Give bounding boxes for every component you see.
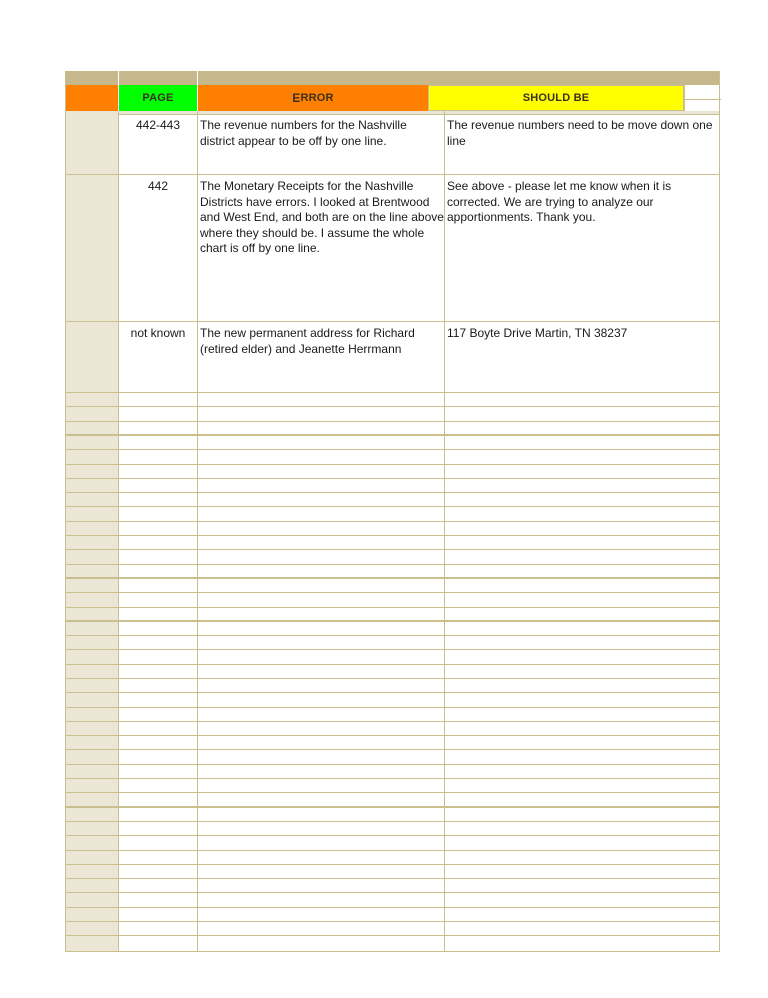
corrections-sheet bbox=[65, 71, 720, 952]
row-1-should-be: The revenue numbers need to be move down one line bbox=[447, 118, 713, 148]
row-2-should-be: See above - please let me know when it is corrected. We are trying to analyze our apportionments. Thank you. bbox=[447, 179, 672, 224]
page-header-label: PAGE bbox=[142, 92, 174, 104]
should-be-header-first: SHOULD B bbox=[522, 92, 582, 104]
row-1-error: The revenue numbers for the Nashville district appear to be off by one line. bbox=[200, 118, 407, 148]
error-header-rest: RROR bbox=[300, 92, 334, 104]
row-3-should-be: 117 Boyte Drive Martin, TN 38237 bbox=[447, 326, 628, 340]
row-2-page: 442 bbox=[147, 179, 169, 193]
error-header-first-letter: E bbox=[292, 91, 301, 105]
row-3-error: The new permanent address for Richard (retired elder) and Jeanette Herrmann bbox=[200, 326, 415, 356]
should-be-header-rest: E bbox=[581, 92, 590, 104]
row-3-page: not known bbox=[130, 326, 186, 340]
row-1-page: 442-443 bbox=[135, 118, 181, 132]
row-2-error: The Monetary Receipts for the Nashville Districts have errors. I looked at Brentwood and West End, and both are on the line above where they should be. I assume the whole chart is off by one line. bbox=[200, 179, 444, 255]
